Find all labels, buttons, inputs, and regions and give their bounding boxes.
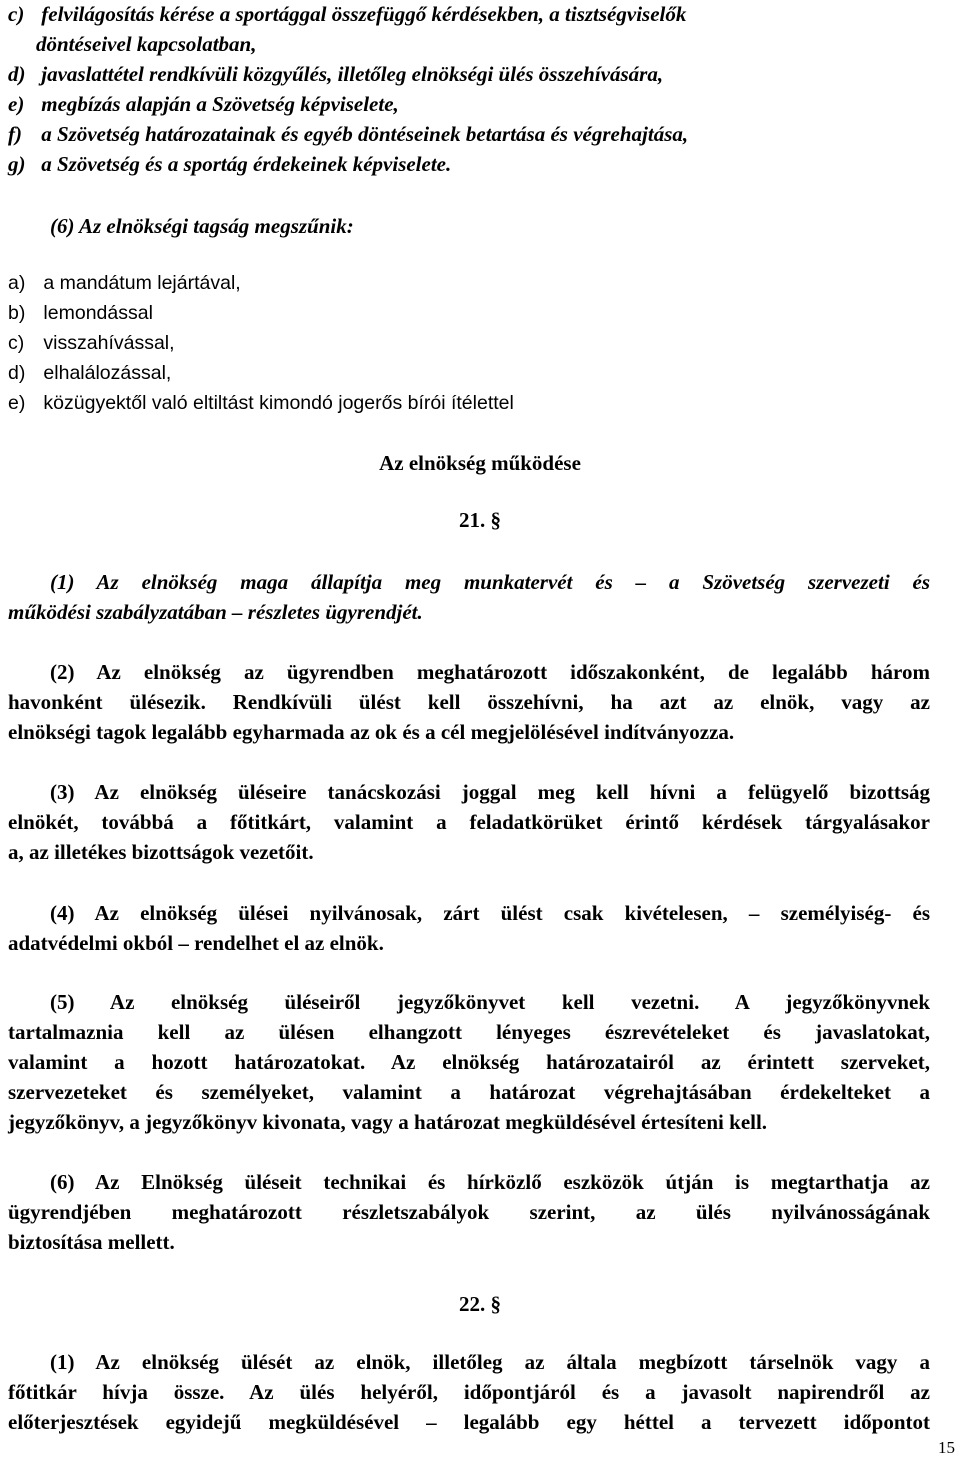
section-6-heading: (6) Az elnökségi tagság megszűnik: [50,214,354,238]
list-item-c-continuation [36,30,256,58]
p2-line2 [8,688,930,716]
paragraph-text: havonként ülésezik. Rendkívüli ülést kell összehívni, ha azt az elnök, vagy az [8,690,930,714]
chapter-title: Az elnökség működése [379,451,581,475]
p3-line1 [8,778,930,806]
paragraph-text: (1) Az elnökség ülését az elnök, illetőleg az általa megbízott társelnök vagy a [50,1350,930,1374]
list-label: d) [8,62,26,86]
list-item-d [8,60,663,88]
p5-line2 [8,1018,930,1046]
paragraph-text: (4) Az elnökség ülései nyilvánosak, zárt ülést csak kivételesen, – személyiség- és [50,901,930,925]
section-sign: § [490,508,501,532]
list-text: lemondással [43,302,153,324]
p2-line1 [8,658,930,686]
p5-line1 [8,988,930,1016]
paragraph-text: tartalmaznia kell az ülésen elhangzott lényeges észrevételeket és javaslatokat, [8,1020,930,1044]
list-label: f) [8,122,22,146]
section-number: 22. [459,1292,486,1316]
list-label: e) [8,392,26,414]
p7-line1 [8,1348,930,1376]
list-label: e) [8,92,25,116]
paragraph-text: (2) Az elnökség az ügyrendben meghatározott időszakonként, de legalább három [50,660,930,684]
list-label: c) [8,2,25,26]
paragraph-text: valamint a hozott határozatokat. Az elnökség határozatairól az érintett szerveket, [8,1050,930,1074]
list-text: megbízás alapján a Szövetség képviselete, [41,92,399,116]
list-text: visszahívással, [43,332,175,354]
list6-item-a [8,269,241,297]
paragraph-text: előterjesztések egyidejű megküldésével – legalább egy héttel a tervezett időpontot [8,1410,930,1434]
paragraph-text: ügyrendjében meghatározott részletszabályok szerint, az ülés nyilvánosságának [8,1200,930,1224]
section-number-21 [0,506,960,534]
p1-line1 [8,568,930,596]
list-label: g) [8,152,26,176]
p6-line1 [8,1168,930,1196]
p5-line3 [8,1048,930,1076]
p4-line1 [8,899,930,927]
p4-line2: adatvédelmi okból – rendelhet el az elnök. [8,931,384,955]
list-text: közügyektől való eltiltást kimondó jogerős bírói ítélettel [43,392,514,414]
list-text: döntéseivel kapcsolatban, [36,32,257,56]
list-label: c) [8,332,25,354]
section-sign: § [490,1292,501,1316]
p1-line2: működési szabályzatában – részletes ügyrendjét. [8,600,423,624]
paragraph-text: (6) Az Elnökség üléseit technikai és hírközlő eszközök útján is megtarthatja az [50,1170,930,1194]
p3-line3: a, az illetékes bizottságok vezetőit. [8,840,314,864]
list6-item-d [8,359,171,387]
list-text: elhalálozással, [43,362,172,384]
list-item-c [8,0,686,28]
paragraph-text: főtitkár hívja össze. Az ülés helyéről, időpontjáról és a javasolt napirendről az [8,1380,930,1404]
list6-item-e [8,389,514,417]
list6-item-b [8,299,153,327]
p2-line3: elnökségi tagok legalább egyharmada az ok és a cél megjelölésével indítványozza. [8,720,735,744]
list6-item-c [8,329,175,357]
list-text: a Szövetség határozatainak és egyéb döntéseinek betartása és végrehajtása, [41,122,689,146]
paragraph-text: (5) Az elnökség üléseiről jegyzőkönyvet kell vezetni. A jegyzőkönyvnek [50,990,930,1014]
paragraph-text: (1) Az elnökség maga állapítja meg munkatervét és – a Szövetség szervezeti és [50,570,930,594]
list-label: d) [8,362,26,384]
list-text: a Szövetség és a sportág érdekeinek képviselete. [41,152,452,176]
p6-line3: biztosítása mellett. [8,1230,175,1254]
list-text: felvilágosítás kérése a sportággal összefüggő kérdésekben, a tisztségviselők [41,2,687,26]
p6-line2 [8,1198,930,1226]
paragraph-text: elnökét, továbbá a főtitkárt, valamint a feladatkörüket érintő kérdések tárgyalásakor [8,810,930,834]
p7-line3 [8,1408,930,1436]
p5-line5: jegyzőkönyv, a jegyzőkönyv kivonata, vagy a határozat megküldésével értesíteni kell. [8,1110,768,1134]
section-number: 21. [459,508,486,532]
page-number: 15 [938,1438,955,1457]
p7-line2 [8,1378,930,1406]
p3-line2 [8,808,930,836]
paragraph-text: (3) Az elnökség üléseire tanácskozási joggal meg kell hívni a felügyelő bizottság [50,780,930,804]
section-number-22 [0,1290,960,1318]
list-text: a mandátum lejártával, [43,272,241,294]
list-item-e [8,90,399,118]
list-item-f [8,120,688,148]
p5-line4 [8,1078,930,1106]
list-item-g [8,150,451,178]
paragraph-text: szervezeteket és személyeket, valamint a határozat végrehajtásában érdekelteket a [8,1080,930,1104]
list-label: b) [8,302,26,324]
list-text: javaslattétel rendkívüli közgyűlés, illetőleg elnökségi ülés összehívására, [41,62,664,86]
list-label: a) [8,272,26,294]
